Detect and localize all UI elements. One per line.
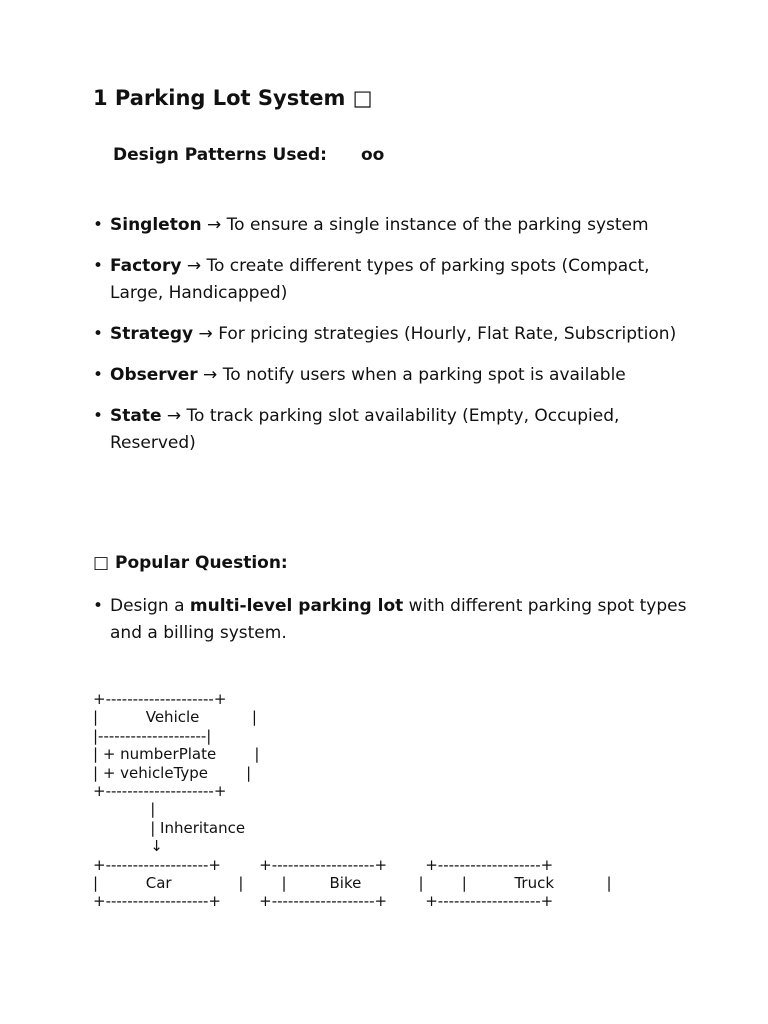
design-patterns-label: Design Patterns Used: bbox=[113, 145, 327, 165]
pattern-description: → To track parking slot availability (Empty, Occupied, Reserved) bbox=[110, 406, 620, 453]
pattern-description: → For pricing strategies (Hourly, Flat Rate, Subscription) bbox=[193, 324, 677, 344]
pattern-description: → To notify users when a parking spot is available bbox=[197, 365, 626, 385]
list-item bbox=[93, 403, 683, 457]
pattern-name: Singleton bbox=[110, 215, 202, 235]
diagram-line: +-------------------+ +-------------------+ +-------------------+ bbox=[93, 855, 554, 874]
class-diagram bbox=[93, 690, 612, 911]
pattern-name: State bbox=[110, 406, 162, 426]
question-list bbox=[93, 593, 693, 647]
pattern-description: → To create different types of parking spots (Compact, Large, Handicapped) bbox=[110, 256, 650, 303]
list-item bbox=[93, 593, 693, 647]
diagram-line: +-------------------+ +-------------------+ +-------------------+ bbox=[93, 892, 554, 911]
bullet-point: • bbox=[93, 215, 104, 235]
pattern-name: Factory bbox=[110, 256, 182, 276]
bullet-point: • bbox=[93, 324, 104, 344]
diagram-line: +--------------------+ bbox=[93, 690, 227, 708]
list-item bbox=[93, 212, 683, 239]
pattern-name: Strategy bbox=[110, 324, 194, 344]
list-item bbox=[93, 253, 683, 307]
bullet-point: • bbox=[93, 596, 104, 616]
diagram-line: +--------------------+ bbox=[93, 782, 227, 801]
page-title: 1 Parking Lot System □ bbox=[93, 86, 373, 110]
diagram-line: | bbox=[93, 800, 156, 819]
diagram-line: | Car | | Bike | | Truck | bbox=[93, 874, 612, 893]
bullet-point: • bbox=[93, 256, 104, 276]
bullet-point: • bbox=[93, 406, 104, 426]
diagram-line: |--------------------| bbox=[93, 726, 212, 745]
diagram-line: | Inheritance bbox=[93, 818, 246, 837]
pattern-name: Observer bbox=[110, 365, 198, 385]
list-item bbox=[93, 321, 683, 348]
diagram-line: | Vehicle | bbox=[93, 708, 257, 727]
pattern-list bbox=[93, 212, 683, 471]
question-prefix: Design a bbox=[110, 596, 190, 616]
design-patterns-suffix: oo bbox=[360, 145, 385, 165]
design-patterns-heading bbox=[113, 145, 384, 165]
question-suffix: with different parking spot types and a billing system. bbox=[110, 596, 687, 643]
diagram-line: | + vehicleType | bbox=[93, 763, 252, 782]
question-emphasis: multi-level parking lot bbox=[189, 596, 404, 616]
diagram-line: | + numberPlate | bbox=[93, 745, 260, 764]
pattern-description: → To ensure a single instance of the parking system bbox=[201, 215, 649, 235]
diagram-line: ↓ bbox=[93, 837, 163, 856]
bullet-point: • bbox=[93, 365, 104, 385]
list-item bbox=[93, 362, 683, 389]
popular-question-heading: □ Popular Question: bbox=[93, 553, 288, 573]
